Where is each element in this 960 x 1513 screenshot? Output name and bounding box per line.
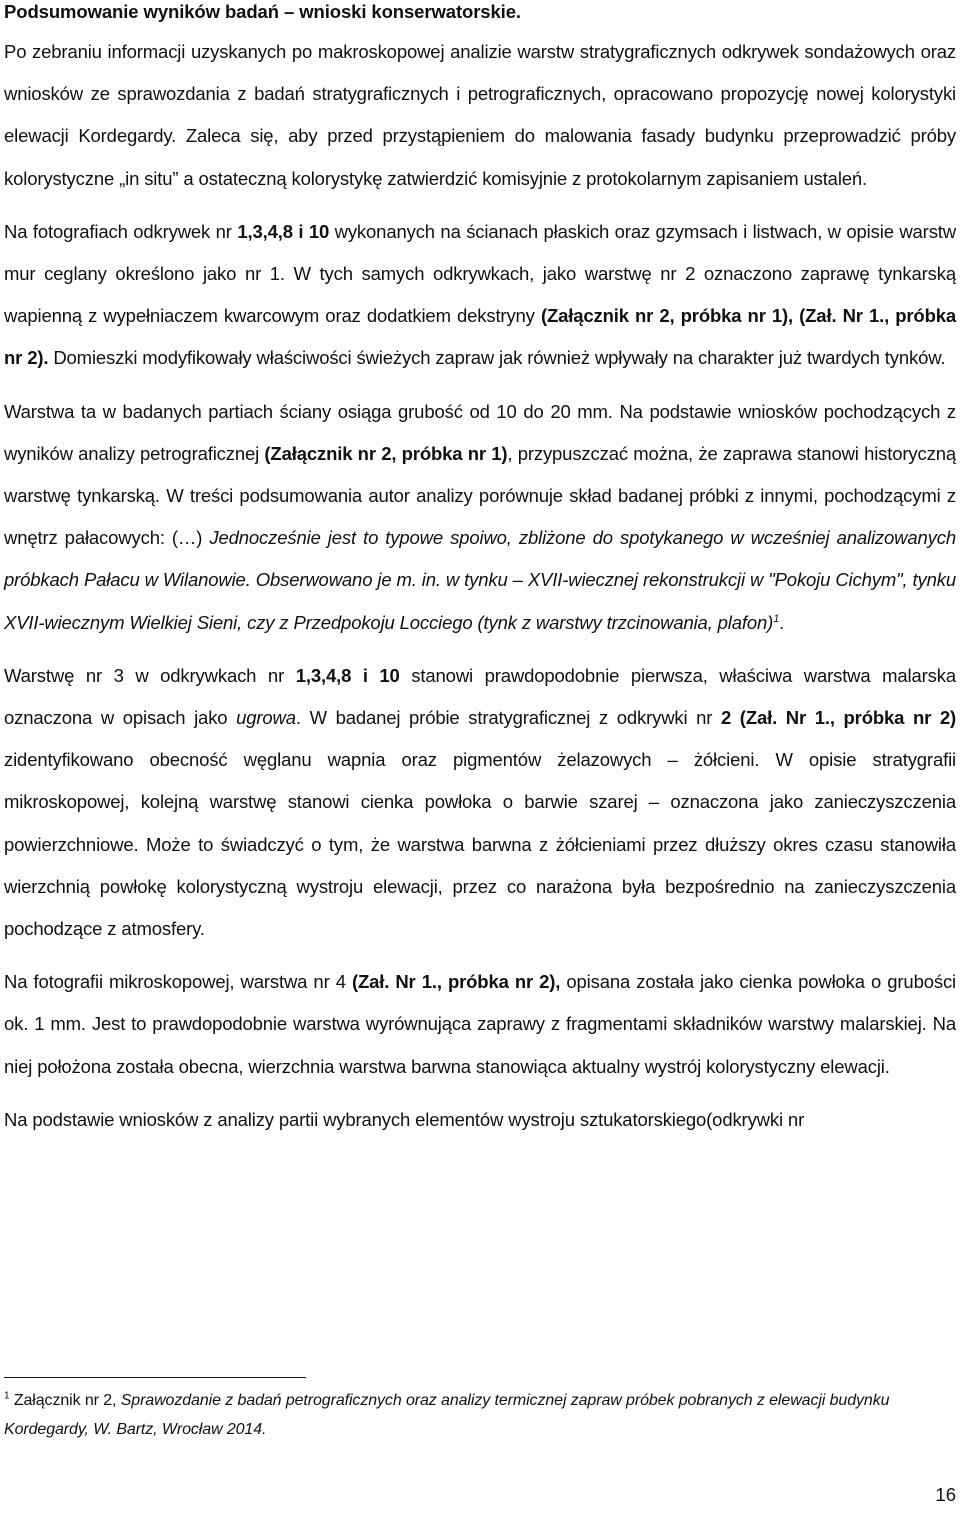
paragraph-4-text-4: zidentyfikowano obecność węglanu wapnia oraz pigmentów żelazowych – żółcieni. W opisie stratygrafii mikroskopowej, kolejną warstwę stanowi cienka powłoka o barwie szarej – oznaczona jako zanieczyszczenia powierzchniowe. Może to świadczyć o tym, że warstwa barwna z żółcieniami przez dłuższy okres czasu stanowiła wierzchnią powłokę kolorystyczną wystroju elewacji, przez co narażona była bezpośrednio na zanieczyszczenia pochodzące z atmosfery. <box>4 749 956 940</box>
paragraph-5-bold-1: (Zał. Nr 1., próbka nr 2), <box>351 971 561 993</box>
paragraph-2 <box>4 211 956 380</box>
paragraph-3-bold-1: (Załącznik nr 2, próbka nr 1) <box>264 442 508 464</box>
paragraph-2-bold-2: (Załącznik nr 2, próbka nr 1), (Zał. Nr 1., próbka nr 2). <box>4 305 956 369</box>
paragraph-4-italic-1: ugrowa <box>236 707 296 729</box>
footnote-separator <box>4 1377 306 1378</box>
paragraph-4-bold-1: 1,3,4,8 i 10 <box>295 664 400 686</box>
paragraph-2-text-1: Na fotografiach odkrywek nr <box>4 220 238 242</box>
footnote-number: 1 <box>4 1390 10 1402</box>
paragraph-3-text-3: . <box>779 611 785 633</box>
paragraph-4-bold-2: 2 (Zał. Nr 1., próbka nr 2) <box>720 707 956 729</box>
footnote <box>4 1386 956 1444</box>
footnote-citation: Sprawozdanie z badań petrograficznych oraz analizy termicznej zapraw próbek pobranych z elewacji budynku Kordegardy, W. Bartz, Wrocław 2014. <box>4 1392 890 1438</box>
footnote-reference[interactable]: 1 <box>773 612 780 625</box>
paragraph-4-text-2: stanowi prawdopodobnie pierwsza, właściwa warstwa malarska oznaczona w opisach jako <box>4 664 956 729</box>
page-number: 16 <box>935 1484 956 1505</box>
footnote-text-1: Załącznik nr 2, <box>9 1392 121 1409</box>
paragraph-2-text-2: wykonanych na ścianach płaskich oraz gzymsach i listwach, w opisie warstw mur ceglany określono jako nr 1. W tych samych odkrywkach, jako warstwę nr 2 oznaczono zaprawę tynkarską wapienną z wypełniaczem kwarcowym oraz dodatkiem dekstryny <box>4 220 956 327</box>
body-text <box>4 31 956 1152</box>
paragraph-4-text-3: . W badanej próbie stratygraficznej z odkrywki nr <box>295 707 721 729</box>
paragraph-5-text-1: Na fotografii mikroskopowej, warstwa nr 4 <box>4 971 352 993</box>
paragraph-1 <box>4 31 956 200</box>
paragraph-3-quote: Jednocześnie jest to typowe spoiwo, zbliżone do spotykanego w wcześniej analizowanych próbkach Pałacu w Wilanowie. Obserwowano je m. in. w tynku – XVII-wiecznej rekonstrukcji w "Pokoju Cichym", tynku XVII-wiecznym Wielkiej Sieni, czy z Przedpokoju Locciego (tynk z warstwy trzcinowania, plafon) <box>4 527 956 633</box>
paragraph-4-text-1: Warstwę nr 3 w odkrywkach nr <box>4 664 296 686</box>
paragraph-2-text-3: Domieszki modyfikowały właściwości świeżych zapraw jak również wpływały na charakter już twardych tynków. <box>48 347 946 369</box>
paragraph-4 <box>4 655 956 950</box>
paragraph-3-text-1: Warstwa ta w badanych partiach ściany osiąga grubość od 10 do 20 mm. Na podstawie wniosków pochodzących z wyników analizy petrograficznej <box>4 400 956 464</box>
paragraph-3-text-2: , przypuszczać można, że zaprawa stanowi historyczną warstwę tynkarską. W treści podsumowania autor analizy porównuje skład badanej próbki z innymi, pochodzącymi z wnętrz pałacowych: (…) <box>4 442 956 549</box>
section-heading: Podsumowanie wyników badań – wnioski konserwatorskie. <box>4 1 521 22</box>
paragraph-3 <box>4 391 956 644</box>
paragraph-5 <box>4 961 956 1088</box>
paragraph-5-text-2: opisana została jako cienka powłoka o grubości ok. 1 mm. Jest to prawdopodobnie warstwa wyrównująca zaprawy z fragmentami składników warstwy malarskiej. Na niej położona została obecna, wierzchnia warstwa barwna stanowiąca aktualny wystrój kolorystyczny elewacji. <box>4 971 957 1077</box>
paragraph-6 <box>4 1099 956 1141</box>
paragraph-6-text-1: Na podstawie wniosków z analizy partii wybranych elementów wystroju sztukatorskiego(odkrywki nr <box>4 1108 805 1130</box>
paragraph-2-bold-1: 1,3,4,8 i 10 <box>237 220 330 242</box>
paragraph-1-text: Po zebraniu informacji uzyskanych po makroskopowej analizie warstw stratygraficznych odkrywek sondażowych oraz wniosków ze sprawozdania z badań stratygraficznych i petrograficznych, opracowano propozycję nowej kolorystyki elewacji Kordegardy. Zaleca się, aby przed przystąpieniem do malowania fasady budynku przeprowadzić próby kolorystyczne „in situ” a ostateczną kolorystykę zatwierdzić komisyjnie z protokolarnym zapisaniem ustaleń. <box>4 41 956 189</box>
